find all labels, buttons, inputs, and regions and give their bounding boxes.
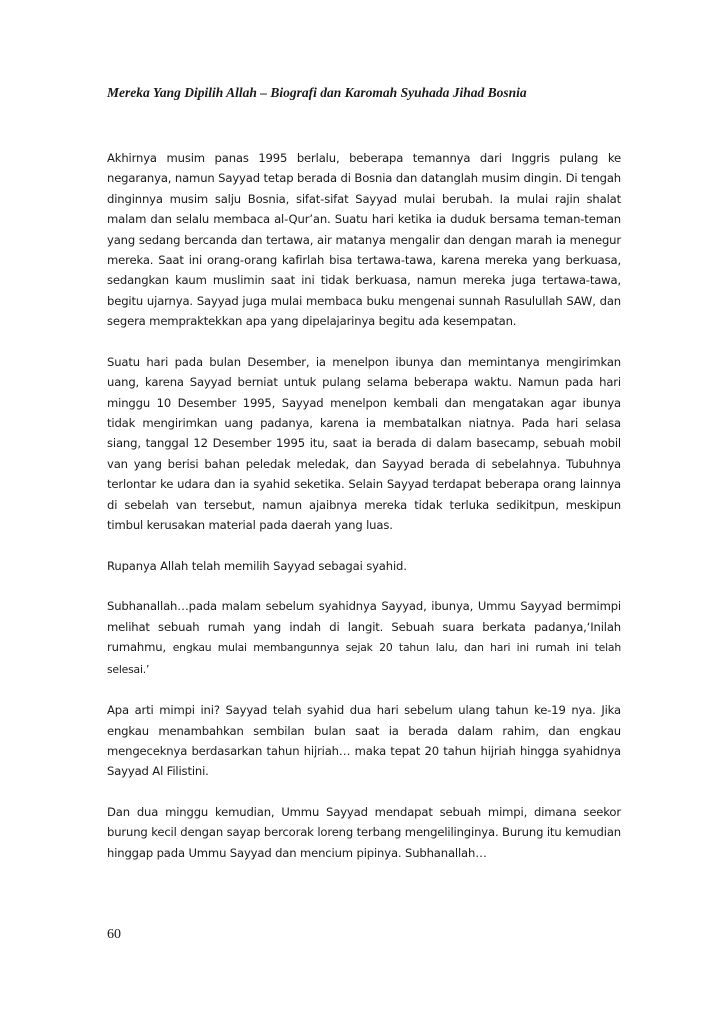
paragraph: Apa arti mimpi ini? Sayyad telah syahid dua hari sebelum ulang tahun ke-19 nya. Jika engkau menambahkan sembilan bulan saat ia berada dalam rahim, dan engkau mengeceknya berdasarkan tahun hijriah… maka tepat 20 tahun hijriah hingga syahidnya Sayyad Al Filistini.	[107, 703, 621, 779]
running-header: Mereka Yang Dipilih Allah – Biografi dan Karomah Syuhada Jihad Bosnia	[107, 85, 527, 100]
paragraph: Dan dua minggu kemudian, Ummu Sayyad mendapat sebuah mimpi, dimana seekor burung kecil dengan sayap bercorak loreng terbang mengelilinginya. Burung itu kemudian hinggap pada Ummu Sayyad dan mencium pipinya. Subhanallah…	[107, 804, 621, 860]
document-body	[107, 148, 621, 883]
paragraph-small-text: engkau mulai membangunnya sejak 20 tahun lalu, dan hari ini rumah ini telah selesai.’	[107, 641, 621, 676]
paragraph: Akhirnya musim panas 1995 berlalu, beberapa temannya dari Inggris pulang ke negaranya, namun Sayyad tetap berada di Bosnia dan datanglah musim dingin. Di tengah dinginnya musim salju Bosnia, sifat-sifat Sayyad mulai berubah. Ia mulai rajin shalat malam dan selalu membaca al-Qur’an. Suatu hari ketika ia duduk bersama teman-teman yang sedang bercanda dan tertawa, air matanya mengalir dan dengan marah ia menegur mereka. Saat ini orang-orang kafirlah bisa tertawa-tawa, karena mereka yang berkuasa, sedangkan kaum muslimin saat ini tidak berkuasa, namun mereka juga tertawa-tawa, begitu ujarnya. Sayyad juga mulai membaca buku mengenai sunnah Rasulullah SAW, dan segera mempraktekkan apa yang dipelajarinya begitu ada kesempatan.	[107, 151, 621, 329]
paragraph: Suatu hari pada bulan Desember, ia menelpon ibunya dan memintanya mengirimkan uang, karena Sayyad berniat untuk pulang selama beberapa waktu. Namun pada hari minggu 10 Desember 1995, Sayyad menelpon kembali dan mengatakan agar ibunya tidak mengirimkan uang padanya, karena ia membatalkan niatnya. Pada hari selasa siang, tanggal 12 Desember 1995 itu, saat ia berada di dalam basecamp, sebuah mobil van yang berisi bahan peledak meledak, dan Sayyad berada di sebelahnya. Tubuhnya terlontar ke udara dan ia syahid seketika. Selain Sayyad terdapat beberapa orang lainnya di sebelah van tersebut, namun ajaibnya mereka tidak terluka sedikitpun, meskipun timbul kerusakan material pada daerah yang luas.	[107, 354, 621, 533]
page-number: 60	[107, 927, 121, 942]
paragraph	[107, 596, 621, 680]
paragraph: Rupanya Allah telah memilih Sayyad sebagai syahid.	[107, 558, 407, 573]
paragraph-text: Subhanallah…pada malam sebelum syahidnya Sayyad, ibunya, Ummu Sayyad bermimpi melihat sebuah rumah yang indah di langit. Sebuah suara berkata padanya,‘Inilah rumahmu,	[107, 599, 621, 655]
